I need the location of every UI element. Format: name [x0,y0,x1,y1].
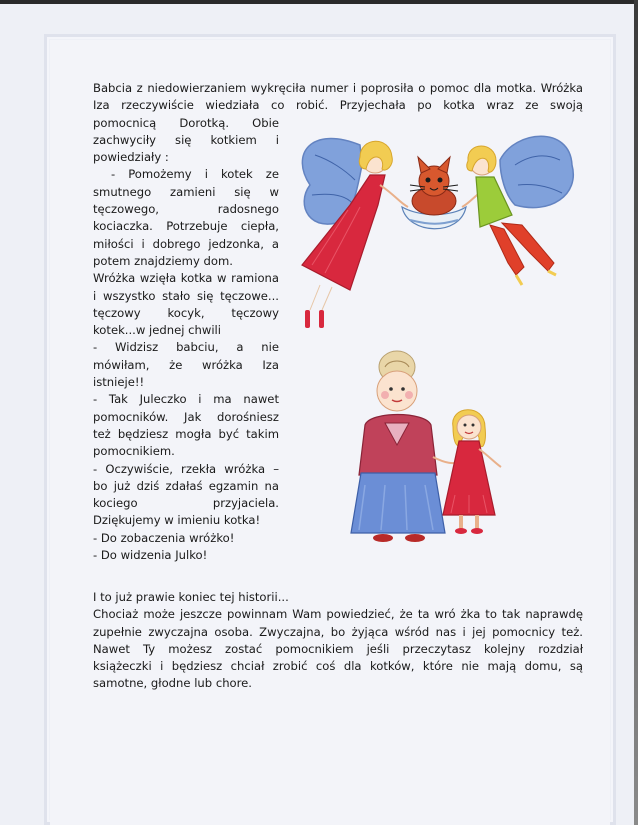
fairies-cat-illustration [290,125,580,340]
column-line: tęczowy kocyk, tęczowy [93,305,279,320]
ending-line: Nawet Ty możesz zostać pomocnikiem jeśli przeczytasz kolejny rozdział [93,641,583,656]
column-line: zachwyciły się kotkiem i [93,132,279,147]
cat-drawing [410,157,458,215]
scan-edge-top [0,0,638,4]
column-line: - Oczywiście, rzekła wróżka – [93,461,279,476]
column-line: istnieje!! [93,375,145,390]
column-line: bo już dziś zdałaś egzamin na [93,478,279,493]
column-line: pomocników. Jak dorośniesz [93,409,279,424]
column-line: - Do widzenia Julko! [93,548,208,563]
column-line: Wróżka wzięła kotka w ramiona [93,271,279,286]
grandmother-drawing [351,351,445,542]
column-line: potem znajdziemy dom. [93,253,233,268]
ending-line: książeczki i będziesz chciał zrobić coś dla kotków, które nie mają domu, są [93,659,583,674]
grandmother-skirt [351,473,445,533]
ending-paragraph [93,589,583,693]
ending-line: samotne, głodne lub chore. [93,676,252,691]
column-line: kotek...w jednej chwili [93,323,221,338]
column-line: kociego przyjaciela. [93,496,279,511]
ending-line: zupełnie zwyczajna osoba. Zwyczajna, bo żyjąca wśród nas i jej pomocnicy też. [93,624,583,639]
column-line: i wszystko stało się tęczowe... [93,288,279,303]
grandmother-girl-illustration [345,345,525,550]
intro-line-1: Babcia z niedowierzaniem wykręciła numer i poprosiła o pomoc dla motka. Wróżka [93,81,583,95]
intro-line-2: Iza rzeczywiście wiedziała co robić. Przyjechała po kotka wraz ze swoją [93,98,583,113]
column-line: smutnego zamieni się w [93,184,279,199]
scan-edge-right [634,0,638,825]
column-line: - Do zobaczenia wróżko! [93,530,235,545]
column-line: - Pomożemy i kotek ze [111,167,279,182]
intro-paragraph [93,80,583,115]
story-column [93,115,279,565]
column-line: też będziesz mogła być takim [93,426,279,441]
right-fairy-wings [500,136,573,207]
column-line: Dziękujemy w imieniu kotka! [93,513,261,528]
column-line: powiedziały : [93,150,169,165]
column-line: pomocnicą Dorotką. Obie [93,115,279,130]
column-line: mówiłam, że wróżka Iza [93,357,279,372]
column-line: - Widzisz babciu, a nie [93,340,279,355]
column-line: pomocnikiem. [93,444,175,459]
column-line: tęczowego, radosnego [93,202,279,217]
ending-line: I to już prawie koniec tej historii... [93,590,289,604]
column-line: miłości i dobrego jedzonka, a [93,236,279,251]
column-line: kociaczka. Potrzebuje ciepła, [93,219,279,234]
ending-line: Chociaż może jeszcze powinnam Wam powiedzieć, że ta wró żka to tak naprawdę [93,607,583,622]
column-line: - Tak Juleczko i ma nawet [93,392,279,407]
girl-drawing [443,410,501,534]
